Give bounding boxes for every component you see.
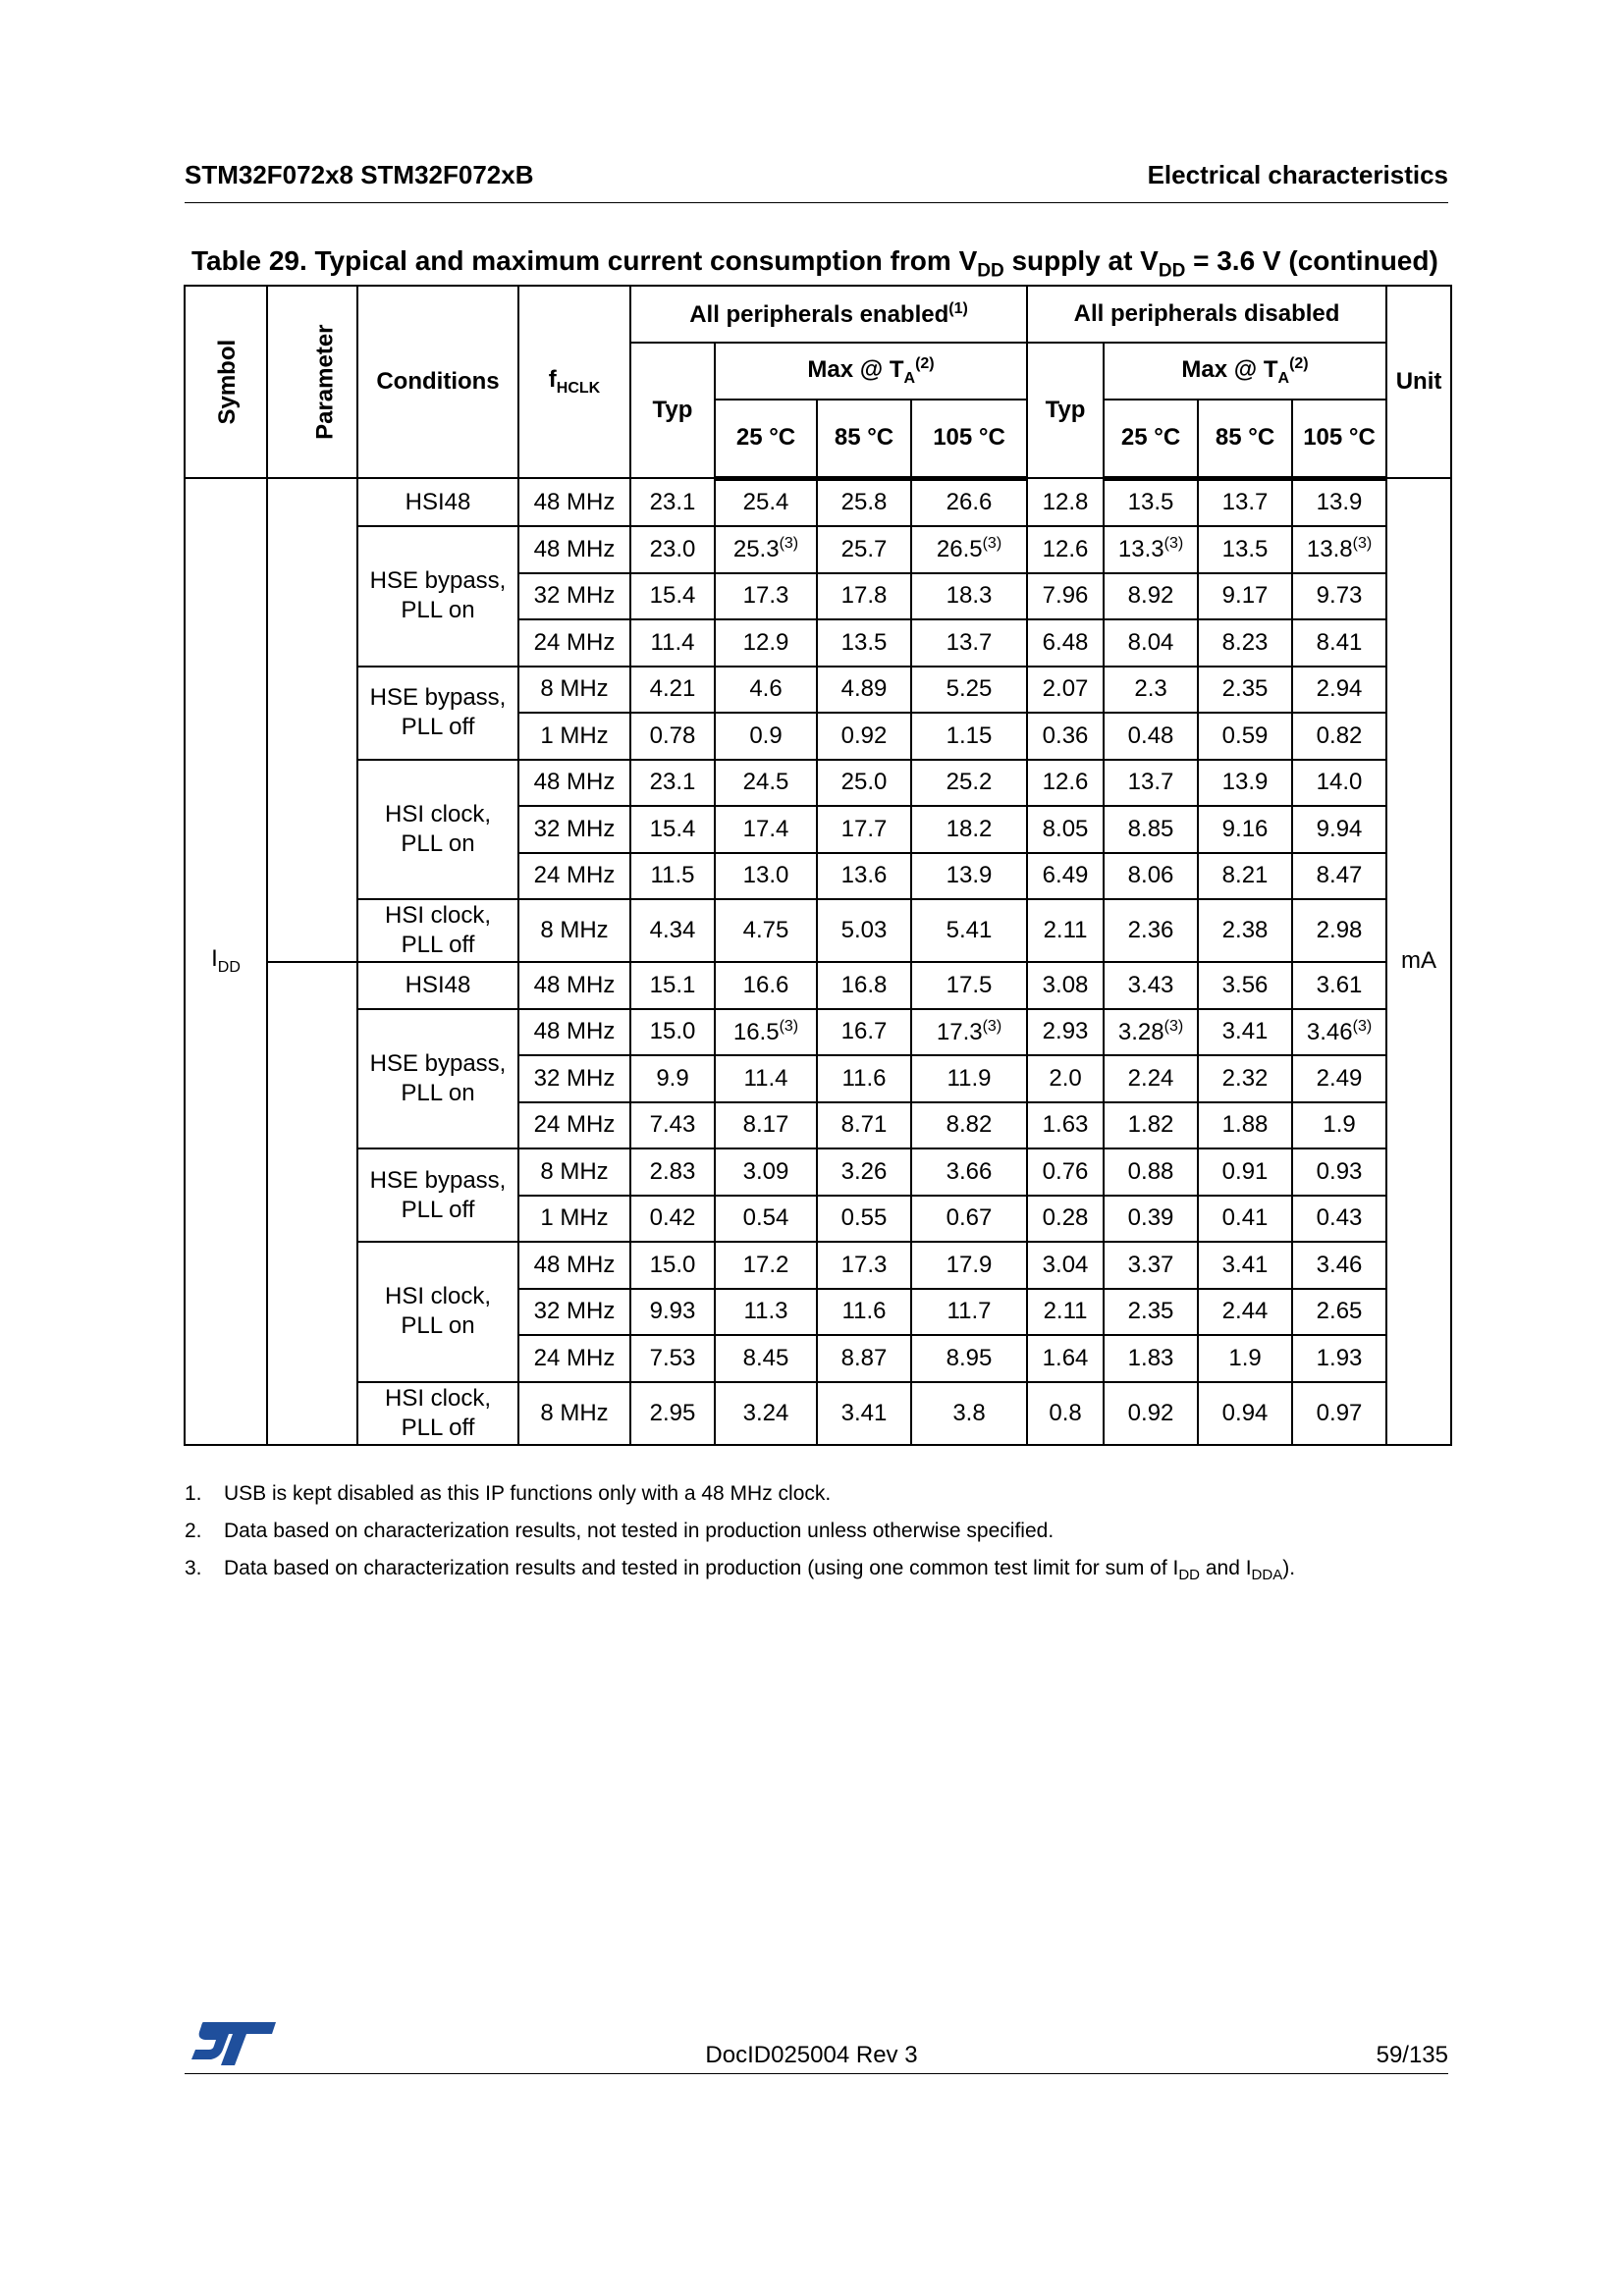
value-cell: 2.44 [1198, 1289, 1292, 1336]
value-cell: 2.95 [630, 1382, 715, 1445]
value-cell: 3.26 [817, 1148, 911, 1196]
frequency-cell: 8 MHz [518, 1382, 630, 1445]
value-cell: 17.3 [817, 1242, 911, 1289]
footnote-1: 1. USB is kept disabled as this IP functions only with a 48 MHz clock. [185, 1482, 832, 1505]
temp-25-header: 25 °C [715, 400, 817, 478]
temp-85-header: 85 °C [1198, 400, 1292, 478]
value-cell: 0.42 [630, 1196, 715, 1243]
value-cell: 8.45 [715, 1335, 817, 1382]
value-cell: 9.17 [1198, 573, 1292, 620]
value-cell: 0.93 [1292, 1148, 1386, 1196]
value-cell: 13.9 [911, 853, 1027, 900]
value-cell: 15.4 [630, 573, 715, 620]
value-cell: 11.5 [630, 853, 715, 900]
value-cell: 8.47 [1292, 853, 1386, 900]
value-cell: 4.89 [817, 667, 911, 714]
value-cell: 9.93 [630, 1289, 715, 1336]
value-cell: 8.85 [1104, 806, 1198, 853]
value-cell: 7.96 [1027, 573, 1104, 620]
enabled-group-header: All peripherals enabled$^{(1)}$ [630, 286, 1027, 343]
value-cell: 0.41 [1198, 1196, 1292, 1243]
footer-divider [185, 2073, 1448, 2074]
frequency-cell: 32 MHz [518, 1289, 630, 1336]
value-cell: 13.8$^{(3)}$ [1292, 526, 1386, 573]
table-row [185, 1382, 1451, 1445]
value-cell: 26.6 [911, 478, 1027, 526]
value-cell: 9.73 [1292, 573, 1386, 620]
value-cell: 9.16 [1198, 806, 1292, 853]
value-cell: 0.39 [1104, 1196, 1198, 1243]
value-cell: 2.83 [630, 1148, 715, 1196]
value-cell: 17.3$^{(3)}$ [911, 1009, 1027, 1056]
value-cell: 12.9 [715, 619, 817, 667]
value-cell: 25.0 [817, 760, 911, 807]
value-cell: 3.66 [911, 1148, 1027, 1196]
value-cell: 0.97 [1292, 1382, 1386, 1445]
conditions-header: Conditions [357, 286, 518, 478]
value-cell: 18.2 [911, 806, 1027, 853]
value-cell: 2.24 [1104, 1055, 1198, 1102]
value-cell: 17.3 [715, 573, 817, 620]
value-cell: 1.83 [1104, 1335, 1198, 1382]
footnote-3: 3. Data based on characterization results and tested in production (using one common test limit for sum of $I_{DD}$ and $I_{DDA}$). [185, 1557, 1296, 1584]
value-cell: 2.38 [1198, 899, 1292, 962]
value-cell: 8.82 [911, 1102, 1027, 1149]
value-cell: 2.36 [1104, 899, 1198, 962]
table-body [185, 478, 1451, 1445]
value-cell: 14.0 [1292, 760, 1386, 807]
value-cell: 15.0 [630, 1009, 715, 1056]
value-cell: 11.6 [817, 1055, 911, 1102]
value-cell: 13.7 [911, 619, 1027, 667]
frequency-cell: 32 MHz [518, 806, 630, 853]
value-cell: 8.21 [1198, 853, 1292, 900]
value-cell: 12.6 [1027, 526, 1104, 573]
frequency-cell: 32 MHz [518, 573, 630, 620]
condition-cell: HSI clock, PLL on [357, 760, 518, 900]
value-cell: 0.82 [1292, 713, 1386, 760]
value-cell: 11.4 [630, 619, 715, 667]
value-cell: 3.41 [817, 1382, 911, 1445]
fhclk-header: $f_{HCLK}$ [518, 286, 630, 478]
value-cell: 8.71 [817, 1102, 911, 1149]
frequency-cell: 48 MHz [518, 760, 630, 807]
value-cell: 0.76 [1027, 1148, 1104, 1196]
value-cell: 9.9 [630, 1055, 715, 1102]
header-product-name: STM32F072x8 STM32F072xB [185, 160, 534, 189]
value-cell: 3.56 [1198, 962, 1292, 1009]
symbol-cell: $I_{DD}$ [185, 478, 267, 1445]
value-cell: 2.35 [1198, 667, 1292, 714]
value-cell: 8.87 [817, 1335, 911, 1382]
value-cell: 2.65 [1292, 1289, 1386, 1336]
value-cell: 25.7 [817, 526, 911, 573]
table-row [185, 1242, 1451, 1289]
frequency-cell: 48 MHz [518, 1009, 630, 1056]
value-cell: 23.0 [630, 526, 715, 573]
value-cell: 8.92 [1104, 573, 1198, 620]
footnote-2: 2. Data based on characterization results, not tested in production unless otherwise specified. [185, 1520, 1055, 1542]
value-cell: 3.24 [715, 1382, 817, 1445]
value-cell: 2.35 [1104, 1289, 1198, 1336]
value-cell: 16.5$^{(3)}$ [715, 1009, 817, 1056]
value-cell: 13.6 [817, 853, 911, 900]
frequency-cell: 24 MHz [518, 619, 630, 667]
value-cell: 3.46$^{(3)}$ [1292, 1009, 1386, 1056]
frequency-cell: 1 MHz [518, 1196, 630, 1243]
value-cell: 7.53 [630, 1335, 715, 1382]
value-cell: 15.0 [630, 1242, 715, 1289]
value-cell: 2.07 [1027, 667, 1104, 714]
table-title: Table 29. Typical and maximum current consumption from $V_{DD}$ supply at $V_{DD} = 3.6$ V (continued) [191, 245, 1438, 282]
value-cell: 3.8 [911, 1382, 1027, 1445]
value-cell: 0.88 [1104, 1148, 1198, 1196]
value-cell: 13.3$^{(3)}$ [1104, 526, 1198, 573]
value-cell: 3.46 [1292, 1242, 1386, 1289]
value-cell: 3.43 [1104, 962, 1198, 1009]
value-cell: 13.9 [1198, 760, 1292, 807]
value-cell: 1.9 [1198, 1335, 1292, 1382]
value-cell: 15.1 [630, 962, 715, 1009]
value-cell: 3.04 [1027, 1242, 1104, 1289]
value-cell: 3.37 [1104, 1242, 1198, 1289]
value-cell: 13.5 [1104, 478, 1198, 526]
table-row [185, 526, 1451, 573]
value-cell: 3.09 [715, 1148, 817, 1196]
unit-header: Unit [1386, 286, 1451, 478]
value-cell: 0.59 [1198, 713, 1292, 760]
value-cell: 0.9 [715, 713, 817, 760]
temp-105-header: 105 °C [911, 400, 1027, 478]
value-cell: 13.5 [817, 619, 911, 667]
symbol-header: Symbol [185, 286, 267, 478]
value-cell: 0.55 [817, 1196, 911, 1243]
value-cell: 12.6 [1027, 760, 1104, 807]
value-cell: 1.88 [1198, 1102, 1292, 1149]
temp-105-header: 105 °C [1292, 400, 1386, 478]
value-cell: 25.8 [817, 478, 911, 526]
condition-cell: HSI clock, PLL on [357, 1242, 518, 1382]
value-cell: 2.0 [1027, 1055, 1104, 1102]
value-cell: 16.6 [715, 962, 817, 1009]
value-cell: 1.82 [1104, 1102, 1198, 1149]
value-cell: 8.04 [1104, 619, 1198, 667]
value-cell: 11.9 [911, 1055, 1027, 1102]
typ-header-disabled: Typ [1027, 343, 1104, 478]
frequency-cell: 48 MHz [518, 1242, 630, 1289]
value-cell: 16.7 [817, 1009, 911, 1056]
table-row [185, 962, 1451, 1009]
value-cell: 9.94 [1292, 806, 1386, 853]
value-cell: 25.4 [715, 478, 817, 526]
value-cell: 17.4 [715, 806, 817, 853]
value-cell: 23.1 [630, 478, 715, 526]
value-cell: 17.5 [911, 962, 1027, 1009]
value-cell: 5.41 [911, 899, 1027, 962]
value-cell: 6.49 [1027, 853, 1104, 900]
value-cell: 1.9 [1292, 1102, 1386, 1149]
value-cell: 1.15 [911, 713, 1027, 760]
value-cell: 4.21 [630, 667, 715, 714]
value-cell: 17.2 [715, 1242, 817, 1289]
value-cell: 6.48 [1027, 619, 1104, 667]
value-cell: 2.94 [1292, 667, 1386, 714]
value-cell: 5.25 [911, 667, 1027, 714]
value-cell: 17.9 [911, 1242, 1027, 1289]
value-cell: 13.0 [715, 853, 817, 900]
condition-cell: HSE bypass, PLL on [357, 526, 518, 667]
value-cell: 17.7 [817, 806, 911, 853]
value-cell: 2.11 [1027, 899, 1104, 962]
value-cell: 1.93 [1292, 1335, 1386, 1382]
value-cell: 2.98 [1292, 899, 1386, 962]
parameter-header: Parameter [267, 286, 357, 478]
value-cell: 3.41 [1198, 1242, 1292, 1289]
value-cell: 0.67 [911, 1196, 1027, 1243]
frequency-cell: 24 MHz [518, 1102, 630, 1149]
condition-cell: HSI clock, PLL off [357, 1382, 518, 1445]
value-cell: 2.93 [1027, 1009, 1104, 1056]
frequency-cell: 8 MHz [518, 899, 630, 962]
temp-25-header: 25 °C [1104, 400, 1198, 478]
value-cell: 5.03 [817, 899, 911, 962]
value-cell: 8.41 [1292, 619, 1386, 667]
value-cell: 8.95 [911, 1335, 1027, 1382]
value-cell: 25.2 [911, 760, 1027, 807]
parameter-cell [267, 478, 357, 962]
value-cell: 13.7 [1104, 760, 1198, 807]
value-cell: 4.75 [715, 899, 817, 962]
value-cell: 0.54 [715, 1196, 817, 1243]
condition-cell: HSE bypass, PLL on [357, 1009, 518, 1149]
value-cell: 24.5 [715, 760, 817, 807]
typ-header-enabled: Typ [630, 343, 715, 478]
current-consumption-table [184, 285, 1452, 1446]
value-cell: 3.41 [1198, 1009, 1292, 1056]
footer-page-number: 59/135 [1376, 2042, 1448, 2068]
table-row [185, 478, 1451, 526]
value-cell: 3.28$^{(3)}$ [1104, 1009, 1198, 1056]
disabled-group-header: All peripherals disabled [1027, 286, 1386, 343]
value-cell: 7.43 [630, 1102, 715, 1149]
value-cell: 0.78 [630, 713, 715, 760]
header-section-title: Electrical characteristics [1147, 160, 1448, 189]
condition-cell: HSE bypass, PLL off [357, 667, 518, 760]
max-header-disabled: Max @ $T_A^{(2)}$ [1104, 343, 1386, 400]
value-cell: 4.34 [630, 899, 715, 962]
footer-doc-id: DocID025004 Rev 3 [705, 2042, 918, 2068]
table-row [185, 667, 1451, 714]
footnotes [185, 1482, 1461, 1594]
value-cell: 0.94 [1198, 1382, 1292, 1445]
value-cell: 0.28 [1027, 1196, 1104, 1243]
frequency-cell: 24 MHz [518, 853, 630, 900]
value-cell: 0.8 [1027, 1382, 1104, 1445]
value-cell: 0.91 [1198, 1148, 1292, 1196]
condition-cell: HSI48 [357, 478, 518, 526]
condition-cell: HSE bypass, PLL off [357, 1148, 518, 1242]
parameter-cell [267, 962, 357, 1445]
value-cell: 23.1 [630, 760, 715, 807]
table-row [185, 1148, 1451, 1196]
value-cell: 0.43 [1292, 1196, 1386, 1243]
value-cell: 16.8 [817, 962, 911, 1009]
frequency-cell: 1 MHz [518, 713, 630, 760]
condition-cell: HSI clock, PLL off [357, 899, 518, 962]
frequency-cell: 48 MHz [518, 478, 630, 526]
value-cell: 3.61 [1292, 962, 1386, 1009]
value-cell: 3.08 [1027, 962, 1104, 1009]
frequency-cell: 48 MHz [518, 526, 630, 573]
value-cell: 11.6 [817, 1289, 911, 1336]
value-cell: 11.7 [911, 1289, 1027, 1336]
value-cell: 26.5$^{(3)}$ [911, 526, 1027, 573]
value-cell: 8.06 [1104, 853, 1198, 900]
unit-cell: mA [1386, 478, 1451, 1445]
value-cell: 0.48 [1104, 713, 1198, 760]
frequency-cell: 32 MHz [518, 1055, 630, 1102]
max-header-enabled: Max @ $T_A^{(2)}$ [715, 343, 1027, 400]
table-row [185, 760, 1451, 807]
value-cell: 13.5 [1198, 526, 1292, 573]
table-row [185, 899, 1451, 962]
frequency-cell: 24 MHz [518, 1335, 630, 1382]
value-cell: 13.9 [1292, 478, 1386, 526]
value-cell: 8.17 [715, 1102, 817, 1149]
value-cell: 13.7 [1198, 478, 1292, 526]
value-cell: 0.36 [1027, 713, 1104, 760]
table-row [185, 1009, 1451, 1056]
value-cell: 1.64 [1027, 1335, 1104, 1382]
header-divider [185, 202, 1448, 203]
frequency-cell: 8 MHz [518, 667, 630, 714]
temp-85-header: 85 °C [817, 400, 911, 478]
value-cell: 2.32 [1198, 1055, 1292, 1102]
frequency-cell: 8 MHz [518, 1148, 630, 1196]
value-cell: 17.8 [817, 573, 911, 620]
frequency-cell: 48 MHz [518, 962, 630, 1009]
value-cell: 2.3 [1104, 667, 1198, 714]
value-cell: 4.6 [715, 667, 817, 714]
value-cell: 25.3$^{(3)}$ [715, 526, 817, 573]
value-cell: 18.3 [911, 573, 1027, 620]
value-cell: 0.92 [1104, 1382, 1198, 1445]
value-cell: 2.11 [1027, 1289, 1104, 1336]
value-cell: 1.63 [1027, 1102, 1104, 1149]
value-cell: 15.4 [630, 806, 715, 853]
value-cell: 11.3 [715, 1289, 817, 1336]
value-cell: 0.92 [817, 713, 911, 760]
value-cell: 2.49 [1292, 1055, 1386, 1102]
value-cell: 11.4 [715, 1055, 817, 1102]
value-cell: 8.05 [1027, 806, 1104, 853]
condition-cell: HSI48 [357, 962, 518, 1009]
value-cell: 12.8 [1027, 478, 1104, 526]
value-cell: 8.23 [1198, 619, 1292, 667]
